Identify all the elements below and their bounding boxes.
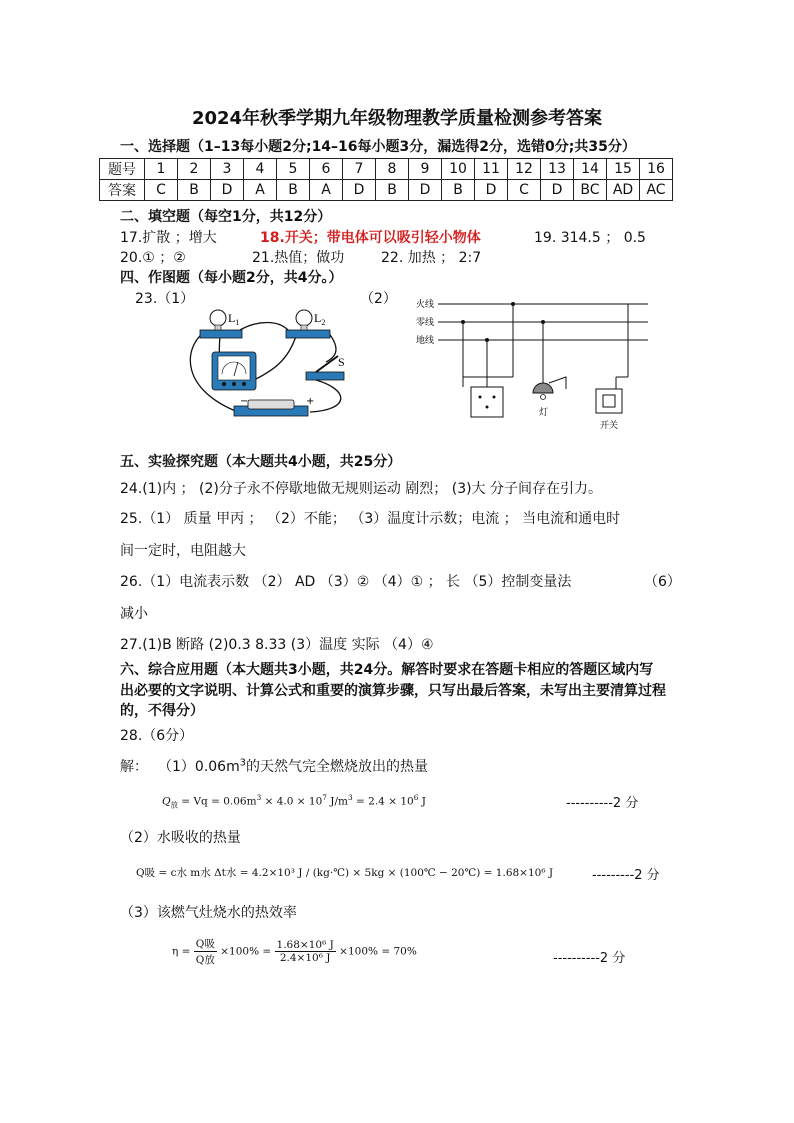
answer-cell: B [178, 180, 211, 201]
table-row [100, 180, 673, 201]
q28-heading: 28.（6分） [120, 728, 194, 744]
answer-cell: D [211, 180, 244, 201]
answer-cell: D [409, 180, 442, 201]
lamp-icon [533, 383, 553, 393]
section-1-heading: 一、选择题（1–13每小题2分;14–16每小题3分，漏选得2分，选错0分;共35分） [120, 139, 636, 155]
battery-minus: − [240, 396, 249, 407]
solution-prefix: 解： [120, 759, 148, 775]
section-5-heading: 五、实验探究题（本大题共4小题，共25分） [120, 454, 402, 470]
answer-cell: D [541, 180, 574, 201]
q28-part2-text: （2）水吸收的热量 [120, 830, 241, 846]
answer-22: 22. 加热 ； 2:7 [381, 250, 482, 266]
question-number-cell: 16 [640, 159, 673, 180]
label-neutral-wire: 零线 [416, 318, 435, 328]
circuit-diagram-household [416, 297, 656, 432]
formula-heat-released: $Q_放 = Vq = 0.06m^3 \times 4.0 \times 10^7$ $J/m^3 = 2.4 \times 10^6$ J [162, 793, 426, 810]
q23-label-2: （2） [360, 291, 397, 307]
question-number-cell: 8 [376, 159, 409, 180]
answer-cell: B [277, 180, 310, 201]
question-number-cell: 13 [541, 159, 574, 180]
section-4-heading: 四、作图题（每小题2分，共4分。） [120, 270, 343, 286]
answer-21: 21.热值；做功 [252, 250, 345, 266]
switch-icon [306, 372, 344, 380]
answer-cell: C [145, 180, 178, 201]
page-title: 2024年秋季学期九年级物理教学质量检测参考答案 [191, 108, 603, 129]
formula-efficiency: η = $\frac{\text{Q吸}}{\text{Q放}}$ ×100% = $\frac{\text{1.68×10⁶ J}}{\text{2.4×10⁶ J}}$ ×100% = 70% [172, 938, 417, 966]
battery-plus: + [306, 396, 315, 407]
answer-27: 27.(1)B 断路 (2)0.3 8.33 (3）温度 实际 （4）④ [120, 637, 434, 653]
question-number-cell: 5 [277, 159, 310, 180]
answer-19: 19. 314.5 ； 0.5 [534, 230, 646, 246]
question-number-cell: 3 [211, 159, 244, 180]
answer-17: 17.扩散 ；增大 [120, 230, 217, 246]
question-number-cell: 12 [508, 159, 541, 180]
section-6-heading-line3: 的，不得分） [120, 703, 204, 719]
answer-26-line1: 26.（1）电流表示数 （2） AD （3）② （4）① ； 长 （5）控制变量法 [120, 574, 572, 590]
section-6-heading-line1: 六、综合应用题（本大题共3小题，共24分。解答时要求在答题卡相应的答题区域内写 [120, 662, 654, 678]
answer-cell: D [475, 180, 508, 201]
q23-label-1: 23.（1） [135, 291, 195, 307]
section-6-heading-line2: 出必要的文字说明、计算公式和重要的演算步骤，只写出最后答案，未写出主要清算过程 [120, 683, 666, 699]
answer-cell: B [376, 180, 409, 201]
answer-25-line1: 25.（1） 质量 甲丙 ； （2）不能； （3）温度计示数；电流 ； 当电流和通电时 [120, 511, 621, 527]
question-number-cell: 2 [178, 159, 211, 180]
question-number-cell: 1 [145, 159, 178, 180]
question-number-cell: 14 [574, 159, 607, 180]
answer-cell: A [244, 180, 277, 201]
question-number-cell: 9 [409, 159, 442, 180]
formula-heat-absorbed: Q吸 = c水 m水 Δt水 = 4.2×10³ J / (kg·℃) × 5kg × (100℃ − 20℃) = 1.68×10⁶ J [136, 867, 554, 879]
score-2: ---------2 分 [592, 868, 660, 883]
label-switch: 开关 [600, 421, 619, 431]
score-3: ----------2 分 [553, 951, 626, 966]
answer-cell: AC [640, 180, 673, 201]
question-number-cell: 10 [442, 159, 475, 180]
score-1: ----------2 分 [566, 796, 639, 811]
answer-26-tail: （6） [644, 574, 681, 590]
answer-18: 18.开关；带电体可以吸引轻小物体 [260, 230, 481, 246]
answer-24: 24.(1)内 ； (2)分子永不停歇地做无规则运动 剧烈； (3)大 分子间存在引力。 [120, 481, 603, 497]
label-live-wire: 火线 [416, 300, 435, 310]
question-number-cell: 11 [475, 159, 508, 180]
question-number-cell: 6 [310, 159, 343, 180]
question-number-cell: 7 [343, 159, 376, 180]
label-l1: $L_1$ [228, 311, 240, 327]
answer-cell: B [442, 180, 475, 201]
circuit-diagram-physical [178, 300, 358, 425]
label-ground-wire: 地线 [416, 336, 435, 346]
label-l2: $L_2$ [314, 311, 326, 327]
table-row [100, 159, 673, 180]
section-2-heading: 二、填空题（每空1分，共12分） [120, 209, 332, 225]
socket-icon [471, 387, 503, 417]
row-head-number: 题号 [100, 159, 145, 180]
answer-table [99, 158, 673, 201]
q28-part1-text: $(1)0.06m^3$的天然气完全燃烧放出的热量 [158, 757, 428, 775]
answer-cell: AD [607, 180, 640, 201]
label-lamp: 灯 [539, 408, 549, 418]
q28-part3-text: （3）该燃气灶烧水的热效率 [120, 905, 297, 921]
bulb-l1-icon [210, 310, 226, 326]
answer-26-line2: 减小 [120, 606, 148, 622]
answer-25-line2: 间一定时，电阻越大 [120, 543, 246, 559]
bulb-l2-icon [296, 310, 312, 326]
answer-cell: C [508, 180, 541, 201]
question-number-cell: 4 [244, 159, 277, 180]
answer-20: 20.① ；② [120, 250, 186, 266]
question-number-cell: 15 [607, 159, 640, 180]
answer-cell: BC [574, 180, 607, 201]
label-s: S [338, 355, 345, 369]
answer-cell: D [343, 180, 376, 201]
answer-cell: A [310, 180, 343, 201]
row-head-answer: 答案 [100, 180, 145, 201]
